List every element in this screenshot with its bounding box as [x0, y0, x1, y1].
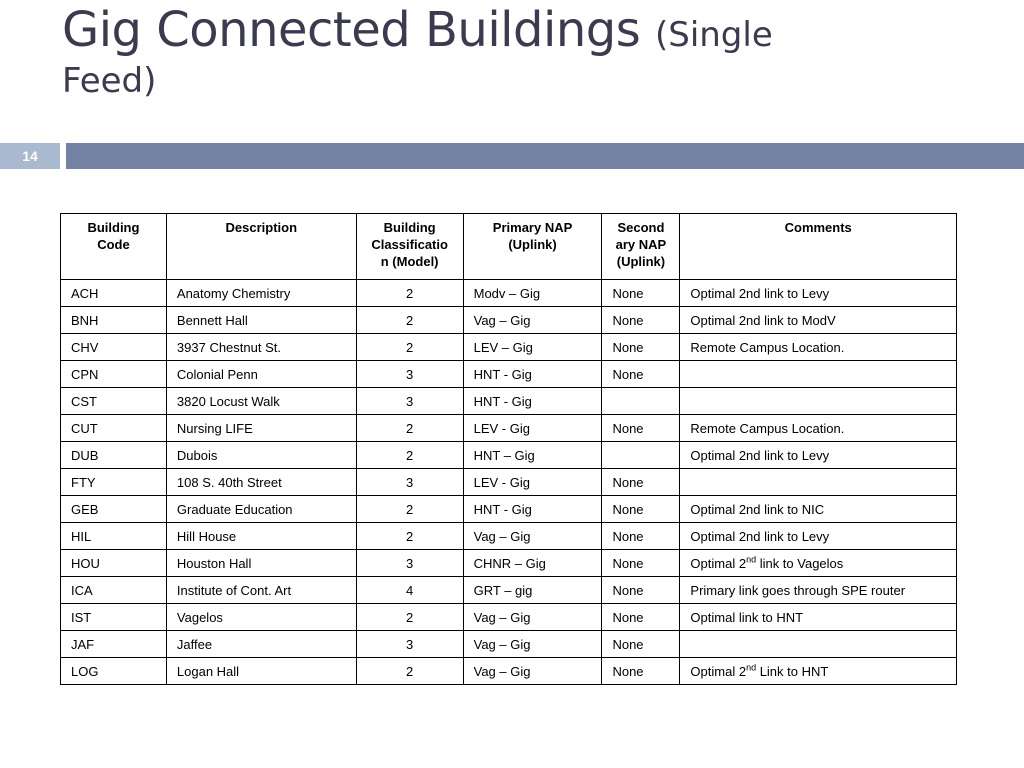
header-classification: Building Classificatio n (Model) [356, 214, 463, 280]
cell-building-code: LOG [61, 658, 167, 685]
cell-classification: 2 [356, 496, 463, 523]
cell-primary-nap: Modv – Gig [463, 280, 602, 307]
cell-building-code: CPN [61, 361, 167, 388]
cell-comments [680, 631, 957, 658]
table-header-row [61, 214, 957, 280]
comment-superscript: nd [746, 662, 757, 673]
cell-comments: Optimal 2nd link to Levy [680, 280, 957, 307]
cell-comments: Optimal 2nd link to NIC [680, 496, 957, 523]
cell-secondary-nap: None [602, 361, 680, 388]
cell-secondary-nap: None [602, 469, 680, 496]
cell-classification: 2 [356, 280, 463, 307]
cell-building-code: CHV [61, 334, 167, 361]
cell-description: Bennett Hall [166, 307, 356, 334]
header-bar [66, 143, 1024, 169]
cell-primary-nap: HNT – Gig [463, 442, 602, 469]
table-row [61, 361, 957, 388]
cell-description: Hill House [166, 523, 356, 550]
cell-comments: Optimal 2nd link to Levy [680, 523, 957, 550]
cell-secondary-nap: None [602, 577, 680, 604]
cell-description: Vagelos [166, 604, 356, 631]
table-row [61, 307, 957, 334]
table-row [61, 658, 957, 685]
table-row [61, 334, 957, 361]
table-row [61, 604, 957, 631]
header-comments: Comments [680, 214, 957, 280]
cell-building-code: DUB [61, 442, 167, 469]
cell-classification: 4 [356, 577, 463, 604]
buildings-table [60, 213, 957, 685]
table-row [61, 415, 957, 442]
cell-description: Anatomy Chemistry [166, 280, 356, 307]
cell-comments: Optimal 2nd link to Vagelos [680, 550, 957, 577]
cell-building-code: JAF [61, 631, 167, 658]
cell-secondary-nap: None [602, 334, 680, 361]
table-row [61, 577, 957, 604]
cell-secondary-nap: None [602, 604, 680, 631]
header-building-code: Building Code [61, 214, 167, 280]
table-row [61, 496, 957, 523]
slide-title-line2: Feed) [62, 60, 157, 101]
cell-secondary-nap [602, 388, 680, 415]
cell-description: Institute of Cont. Art [166, 577, 356, 604]
slide-title-main: Gig Connected Buildings [62, 2, 655, 58]
cell-secondary-nap: None [602, 550, 680, 577]
cell-comments: Optimal 2nd link to ModV [680, 307, 957, 334]
cell-classification: 3 [356, 361, 463, 388]
cell-classification: 2 [356, 442, 463, 469]
cell-description: 108 S. 40th Street [166, 469, 356, 496]
comment-superscript: nd [746, 554, 757, 565]
cell-primary-nap: Vag – Gig [463, 307, 602, 334]
cell-classification: 2 [356, 334, 463, 361]
table-row [61, 631, 957, 658]
slide-number: 14 [0, 143, 60, 169]
cell-primary-nap: LEV - Gig [463, 415, 602, 442]
table-row [61, 469, 957, 496]
cell-primary-nap: Vag – Gig [463, 631, 602, 658]
cell-description: Nursing LIFE [166, 415, 356, 442]
cell-comments: Primary link goes through SPE router [680, 577, 957, 604]
cell-building-code: CUT [61, 415, 167, 442]
cell-description: Colonial Penn [166, 361, 356, 388]
table-row [61, 523, 957, 550]
cell-comments: Optimal 2nd link to Levy [680, 442, 957, 469]
cell-secondary-nap: None [602, 631, 680, 658]
cell-description: Jaffee [166, 631, 356, 658]
cell-secondary-nap: None [602, 307, 680, 334]
cell-primary-nap: Vag – Gig [463, 523, 602, 550]
cell-building-code: IST [61, 604, 167, 631]
cell-building-code: HIL [61, 523, 167, 550]
cell-building-code: ICA [61, 577, 167, 604]
cell-building-code: FTY [61, 469, 167, 496]
cell-classification: 2 [356, 415, 463, 442]
cell-classification: 2 [356, 523, 463, 550]
cell-description: Dubois [166, 442, 356, 469]
cell-primary-nap: LEV – Gig [463, 334, 602, 361]
cell-building-code: CST [61, 388, 167, 415]
cell-classification: 2 [356, 307, 463, 334]
cell-description: 3820 Locust Walk [166, 388, 356, 415]
header-primary-nap: Primary NAP (Uplink) [463, 214, 602, 280]
cell-secondary-nap [602, 442, 680, 469]
cell-comments: Remote Campus Location. [680, 334, 957, 361]
cell-primary-nap: LEV - Gig [463, 469, 602, 496]
cell-secondary-nap: None [602, 415, 680, 442]
cell-primary-nap: HNT - Gig [463, 361, 602, 388]
cell-primary-nap: HNT - Gig [463, 388, 602, 415]
cell-classification: 3 [356, 631, 463, 658]
cell-primary-nap: HNT - Gig [463, 496, 602, 523]
cell-comments: Remote Campus Location. [680, 415, 957, 442]
cell-secondary-nap: None [602, 523, 680, 550]
cell-building-code: GEB [61, 496, 167, 523]
cell-description: 3937 Chestnut St. [166, 334, 356, 361]
table-row [61, 280, 957, 307]
cell-building-code: HOU [61, 550, 167, 577]
header-secondary-nap: Second ary NAP (Uplink) [602, 214, 680, 280]
cell-building-code: ACH [61, 280, 167, 307]
cell-secondary-nap: None [602, 280, 680, 307]
cell-primary-nap: CHNR – Gig [463, 550, 602, 577]
table-row [61, 550, 957, 577]
cell-description: Houston Hall [166, 550, 356, 577]
table-body [61, 280, 957, 685]
cell-classification: 3 [356, 388, 463, 415]
slide-title [62, 4, 962, 100]
header-description: Description [166, 214, 356, 280]
cell-secondary-nap: None [602, 496, 680, 523]
cell-comments [680, 469, 957, 496]
cell-primary-nap: Vag – Gig [463, 658, 602, 685]
slide-title-paren: (Single [654, 15, 773, 55]
cell-comments [680, 361, 957, 388]
cell-primary-nap: Vag – Gig [463, 604, 602, 631]
cell-comments: Optimal link to HNT [680, 604, 957, 631]
cell-classification: 3 [356, 469, 463, 496]
cell-comments [680, 388, 957, 415]
cell-building-code: BNH [61, 307, 167, 334]
cell-comments: Optimal 2nd Link to HNT [680, 658, 957, 685]
cell-classification: 2 [356, 604, 463, 631]
cell-classification: 3 [356, 550, 463, 577]
cell-description: Graduate Education [166, 496, 356, 523]
cell-classification: 2 [356, 658, 463, 685]
table-row [61, 442, 957, 469]
cell-secondary-nap: None [602, 658, 680, 685]
cell-primary-nap: GRT – gig [463, 577, 602, 604]
cell-description: Logan Hall [166, 658, 356, 685]
table-row [61, 388, 957, 415]
